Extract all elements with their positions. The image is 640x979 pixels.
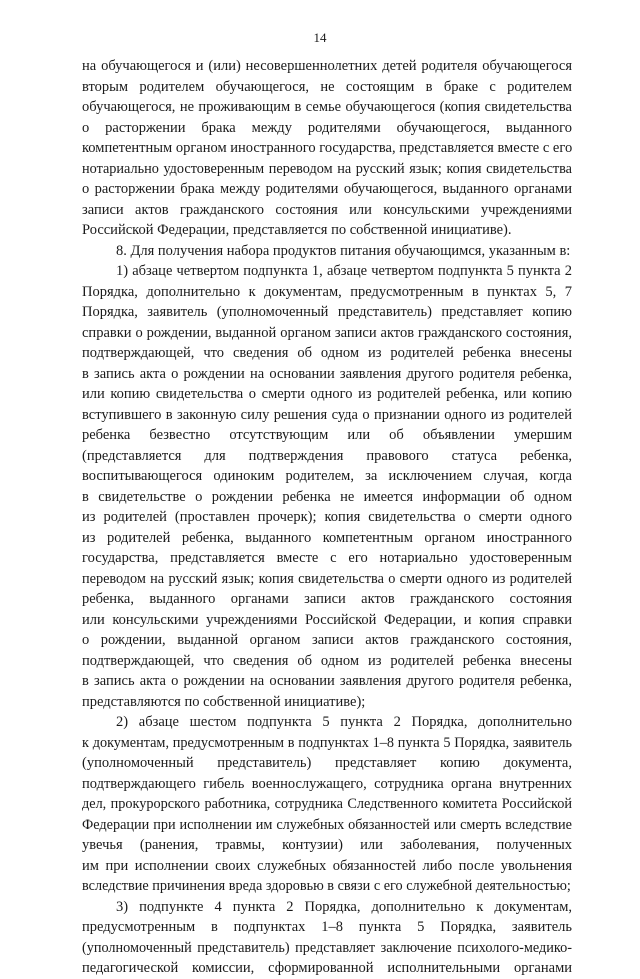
text-line: переводом на русский язык; копия свидетельства о смерти одного из родителей [82, 570, 572, 587]
text-line: дел, прокурорского работника, сотрудника Следственного комитета Российской [82, 796, 572, 812]
text-line: в запись акта о рождении на основании заявления другого родителя ребенка, [82, 673, 572, 689]
text-line: подтверждающей, что сведения об одном из родителей ребенка внесены [82, 345, 572, 361]
text-line: ребенка безвестно отсутствующим или об объявлении умершим [82, 427, 572, 443]
text-line: Федерации при исполнении им служебных обязанностей или смерть вследствие [82, 816, 572, 833]
text-line: увечья (ранения, травмы, контузии) или заболевания, полученных [82, 837, 572, 853]
text-line: записи актов гражданского состояния или консульскими учреждениями [82, 201, 572, 218]
text-line: нотариально удостоверенным переводом на русский язык; копия свидетельства [82, 160, 572, 177]
text-line: о расторжении брака между родителями обучающегося, выданного [82, 119, 572, 136]
text-line: на обучающегося и (или) несовершеннолетних детей родителя обучающегося [82, 58, 572, 74]
text-line: вторым родителем обучающегося, не состоящим в браке с родителем [82, 78, 572, 95]
text-line: 8. Для получения набора продуктов питания обучающимся, указанным в: [116, 242, 571, 259]
text-line: Порядка, дополнительно к документам, предусмотренным в пунктах 5, 7 [82, 283, 572, 300]
text-line: ребенка, выданного органами записи актов гражданского состояния [82, 591, 572, 607]
text-line: к документам, предусмотренным в подпунктах 1–8 пункта 5 Порядка, заявитель [82, 734, 572, 751]
text-line: из родителей ребенка, выданного компетентным органом иностранного [82, 529, 572, 546]
text-line: им при исполнении своих служебных обязанностей либо после увольнения [82, 857, 572, 874]
text-line: педагогической комиссии, сформированной исполнительными органами [82, 960, 572, 976]
text-line: о расторжении брака между родителями обучающегося, выданного органами [82, 181, 572, 197]
text-line: в запись акта о рождении на основании заявления другого родителя ребенка, [82, 365, 572, 382]
text-line: или консульскими учреждениями Российской Федерации, и копия справки [82, 611, 572, 628]
text-line: 2) абзаце шестом подпункта 5 пункта 2 Порядка, дополнительно [116, 714, 572, 730]
text-line: государства, представляется вместе с его нотариально удостоверенным [82, 550, 572, 566]
text-line: (уполномоченный представитель) представляет копию документа, [82, 755, 572, 771]
text-line: подтверждающего гибель военнослужащего, сотрудника органа внутренних [82, 775, 572, 792]
text-line: справки о рождении, выданной органом записи актов гражданского состояния, [82, 324, 572, 341]
document-body-text [82, 56, 572, 979]
text-line: о рождении, выданной органом записи актов гражданского состояния, [82, 632, 572, 648]
text-line: Порядка, заявитель (уполномоченный представитель) представляет копию [82, 304, 572, 320]
text-line: Российской Федерации, представляется по собственной инициативе). [82, 222, 512, 238]
text-line: предусмотренным в подпунктах 1–8 пункта 5 Порядка, заявитель [82, 919, 572, 935]
text-line: вследствие причинения вреда здоровью в связи с его служебной деятельностью; [82, 878, 571, 894]
page-number: 14 [313, 30, 327, 45]
text-line: (уполномоченный представитель) представляет заключение психолого-медико- [82, 939, 572, 956]
text-line: воспитывающегося одиноким родителем, за исключением случая, когда [82, 468, 572, 484]
text-line: 3) подпункте 4 пункта 2 Порядка, дополнительно к документам, [116, 898, 572, 915]
text-line: 1) абзаце четвертом подпункта 1, абзаце четвертом подпункта 5 пункта 2 [116, 263, 572, 279]
text-line: компетентным органом иностранного государства, представляется вместе с его [82, 140, 573, 156]
text-line: или копию свидетельства о смерти одного из родителей ребенка, или копию [82, 386, 572, 402]
text-line: представляются по собственной инициативе); [82, 693, 366, 710]
text-line: подтверждающей, что сведения об одном из родителей ребенка внесены [82, 652, 572, 669]
text-line: в свидетельстве о рождении ребенка не имеется информации об одном [82, 488, 572, 505]
text-line: обучающегося, не проживающим в семье обучающегося (копия свидетельства [82, 99, 572, 115]
text-line: (представляется для подтверждения правового статуса ребенка, [82, 447, 572, 464]
text-line: вступившего в законную силу решения суда о признании одного из родителей [82, 406, 572, 423]
text-line: из родителей (проставлен прочерк); копия свидетельства о смерти одного [82, 509, 572, 525]
